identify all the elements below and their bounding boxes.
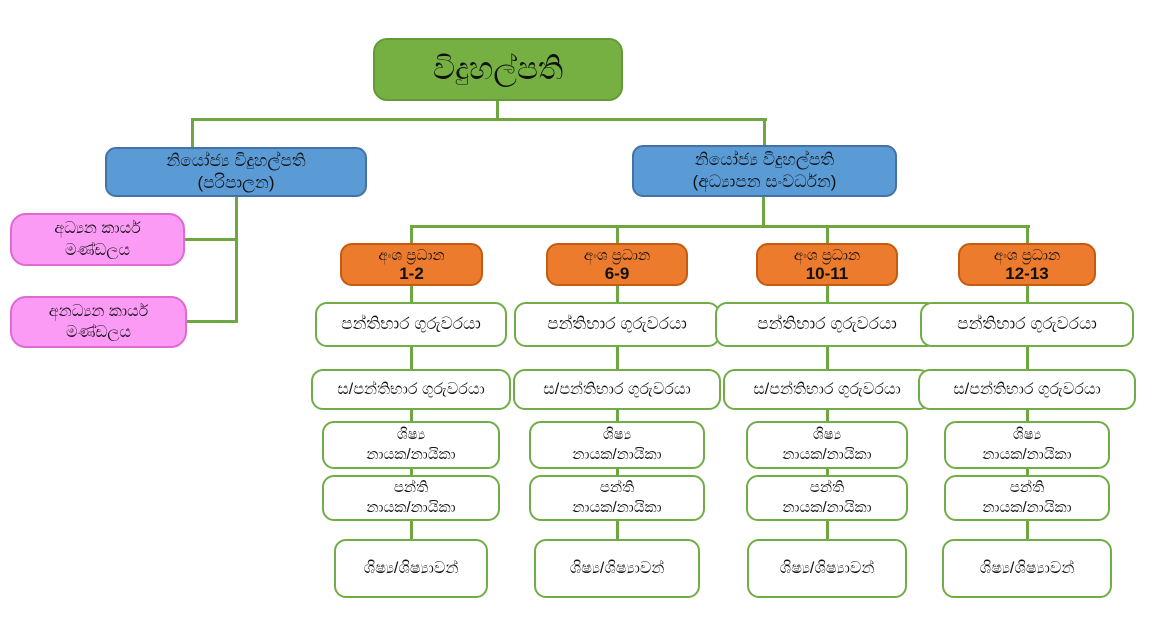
org-node-class-monitor-col3 xyxy=(746,475,908,521)
connector-line xyxy=(826,286,829,303)
org-node-deputy-principal-education xyxy=(632,145,897,197)
connector-line xyxy=(191,118,767,121)
org-node-class-teacher-col3: පන්තිභාර ගුරුවරයා xyxy=(715,302,939,347)
org-node-class-monitor-col1 xyxy=(322,475,500,521)
connector-line xyxy=(826,225,829,245)
connector-line xyxy=(1026,286,1029,303)
nonacademic-staff-line1: අනධ්‍යන කාර්ය xyxy=(48,302,149,320)
deputy-admin-line1: නියෝජ්‍ය විදුහල්පති xyxy=(166,150,306,170)
org-node-class-monitor-col2 xyxy=(529,475,705,521)
org-node-student-leader-col2 xyxy=(529,421,705,469)
connector-line xyxy=(185,238,237,241)
student-leader-line1: ශිෂ්‍ය xyxy=(396,426,426,444)
deputy-admin-line2: (පරිපාලන) xyxy=(197,173,275,192)
connector-line xyxy=(1026,225,1029,245)
class-monitor-line2: නායක/නායිකා xyxy=(572,499,662,516)
org-node-students-col3: ශිෂ්‍ය/ශිෂ්‍යාවන් xyxy=(747,539,907,598)
student-leader-line2: නායක/නායිකා xyxy=(572,446,662,463)
section-head-title: අංශ ප්‍රධාන xyxy=(378,246,445,264)
org-node-section-head-6-9 xyxy=(546,243,688,286)
org-node-section-head-12-13 xyxy=(958,243,1096,286)
org-node-students-col4: ශිෂ්‍ය/ශිෂ්‍යාවන් xyxy=(942,539,1112,598)
org-node-student-leader-col4 xyxy=(944,421,1110,469)
org-node-academic-staff xyxy=(10,213,185,266)
connector-line xyxy=(187,320,237,323)
student-leader-line2: නායක/නායිකා xyxy=(782,446,872,463)
class-monitor-line2: නායක/නායිකා xyxy=(366,499,456,516)
connector-line xyxy=(762,197,765,227)
connector-line xyxy=(235,197,238,323)
org-node-class-teacher-col2: පන්තිභාර ගුරුවරයා xyxy=(514,302,720,347)
student-leader-line1: ශිෂ්‍ය xyxy=(602,426,632,444)
class-monitor-line1: පන්ති xyxy=(809,479,845,497)
org-node-student-leader-col1 xyxy=(322,421,500,469)
deputy-edu-line2: (අධ්‍යාපන සංවර්ධන) xyxy=(692,172,837,191)
connector-line xyxy=(826,520,829,540)
section-head-title: අංශ ප්‍රධාන xyxy=(793,246,861,264)
connector-line xyxy=(410,225,413,245)
connector-line xyxy=(616,347,619,370)
section-head-grades: 6-9 xyxy=(604,264,630,284)
student-leader-line2: නායක/නායිකා xyxy=(982,446,1072,463)
academic-staff-line2: මණ්ඩලය xyxy=(64,241,131,259)
org-node-class-teacher-col1: පන්තිභාර ගුරුවරයා xyxy=(315,302,507,347)
org-node-deputy-principal-admin xyxy=(105,147,367,197)
class-monitor-line2: නායක/නායිකා xyxy=(782,499,872,516)
connector-line xyxy=(410,225,1030,228)
org-node-assistant-class-teacher-col2: ස/පන්තිභාර ගුරුවරයා xyxy=(513,369,721,410)
connector-line xyxy=(410,286,413,303)
org-node-students-col2: ශිෂ්‍ය/ශිෂ්‍යාවන් xyxy=(534,539,700,598)
connector-line xyxy=(826,347,829,370)
academic-staff-line1: අධ්‍යන කාර්ය xyxy=(54,220,141,238)
org-node-principal: විදුහල්පති xyxy=(373,38,623,101)
org-node-student-leader-col3 xyxy=(746,421,908,469)
org-node-assistant-class-teacher-col3: ස/පන්තිභාර ගුරුවරයා xyxy=(723,369,931,410)
org-node-nonacademic-staff xyxy=(10,296,187,348)
deputy-edu-line1: නියෝජ්‍ය විදුහල්පති xyxy=(694,149,835,169)
connector-line xyxy=(616,286,619,303)
section-head-grades: 12-13 xyxy=(1005,264,1049,284)
class-monitor-line1: පන්ති xyxy=(599,479,635,497)
nonacademic-staff-line2: මණ්ඩලය xyxy=(65,324,132,341)
section-head-grades: 10-11 xyxy=(805,264,849,284)
student-leader-line1: ශිෂ්‍ය xyxy=(812,426,842,444)
org-node-assistant-class-teacher-col1: ස/පන්තිභාර ගුරුවරයා xyxy=(311,369,511,410)
student-leader-line2: නායක/නායිකා xyxy=(366,446,456,463)
student-leader-line1: ශිෂ්‍ය xyxy=(1012,426,1042,444)
org-node-assistant-class-teacher-col4: ස/පන්තිභාර ගුරුවරයා xyxy=(918,369,1136,410)
connector-line xyxy=(410,520,413,540)
connector-line xyxy=(616,225,619,245)
section-head-title: අංශ ප්‍රධාන xyxy=(583,246,651,264)
class-monitor-line1: පන්ති xyxy=(1009,479,1045,497)
connector-line xyxy=(1026,347,1029,370)
section-head-title: අංශ ප්‍රධාන xyxy=(993,246,1061,264)
class-monitor-line1: පන්ති xyxy=(393,479,429,497)
connector-line xyxy=(1026,520,1029,540)
connector-line xyxy=(191,118,194,149)
org-node-students-col1: ශිෂ්‍ය/ශිෂ්‍යාවන් xyxy=(334,539,488,598)
org-node-section-head-10-11 xyxy=(756,243,898,286)
connector-line xyxy=(410,347,413,370)
connector-line xyxy=(763,118,766,147)
org-node-section-head-1-2 xyxy=(340,243,483,286)
org-node-class-teacher-col4: පන්තිභාර ගුරුවරයා xyxy=(920,302,1134,347)
connector-line xyxy=(616,520,619,540)
section-head-grades: 1-2 xyxy=(399,264,424,284)
org-node-class-monitor-col4 xyxy=(944,475,1110,521)
class-monitor-line2: නායක/නායිකා xyxy=(982,499,1072,516)
